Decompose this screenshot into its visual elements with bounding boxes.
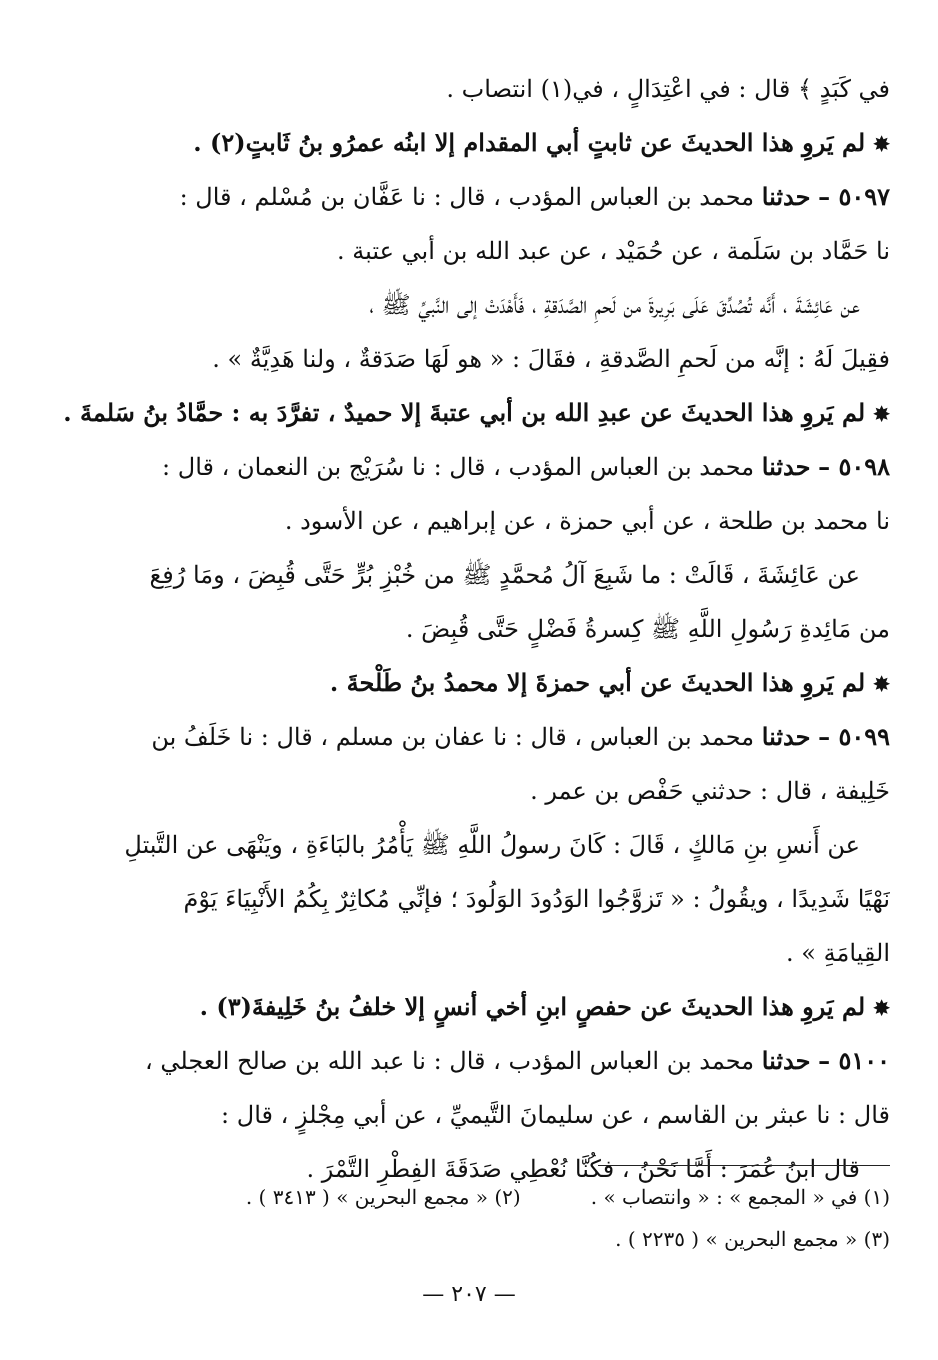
text-line: خَلِيفة ، قال : حدثني حَفْص بن عمر . (530, 777, 890, 805)
footnote-separator (598, 1165, 890, 1166)
text-line: نَهْيًا شَدِيدًا ، ويقُولُ : « تَزوَّجُوا الوَدُودَ الوَلُودَ ؛ فإنِّي مُكاثِرٌ بِكُمُ الأَنْبِيَاءَ يَوْمَ (183, 885, 890, 913)
text-line: قال ابنُ عُمَرَ : أَمَّا نَحْنُ ، فكُنَّا نُعْطِي صَدَقَةَ الفِطْرِ التَّمْرَ . (306, 1155, 860, 1183)
section-note (48, 386, 890, 440)
section-note-text: لم يَروِ هذا الحديثَ عن أبي حمزةَ إلا محمدُ بنُ طَلْحةَ . (329, 668, 866, 697)
hadith-chain-text: محمد بن العباس المؤدب ، قال : نا سُرَيْج بن النعمان ، قال : (162, 453, 755, 481)
text-line: من مَائِدةِ رَسُولِ اللَّهِ ﷺ كِسرةُ فَضْلٍ حَتَّى قُبِضَ . (405, 615, 890, 643)
text-line: قال : نا عبثر بن القاسم ، عن سليمانَ التَّيميِّ ، عن أبي مِجْلزٍ ، قال : (221, 1101, 890, 1129)
text-line: فقِيلَ لَهُ : إنَّه من لَحمِ الصَّدقةِ ، فقَالَ : « هو لَهَا صَدَقةٌ ، ولنا هَدِيَّةٌ » . (212, 345, 890, 373)
footnotes (48, 1176, 890, 1260)
hadith-lead-word: حدثنا (761, 182, 811, 211)
footnote-1: (١) في « المجمع » : « وانتصاب » . (590, 1185, 890, 1209)
hadith-lead-word: حدثنا (761, 722, 811, 751)
hadith-lead-word: حدثنا (761, 452, 811, 481)
hadith-number: ٥٠٩٩ – (818, 722, 890, 751)
hadith-number: ٥٠٩٨ – (818, 452, 890, 481)
footnote-3: (٣) « مجمع البحرين » ( ٢٢٣٥ ) . (615, 1227, 890, 1251)
section-note-text: لم يَروِ هذا الحديثَ عن حفصٍ ابنِ أخي أنسٍ إلا خلفُ بنُ خَلِيفةَ(٣) . (199, 992, 866, 1021)
hadith-opening-line (48, 170, 890, 224)
star-icon: ✸ (873, 402, 890, 426)
body-text (48, 62, 890, 1196)
footnote-row (48, 1218, 890, 1260)
text-line: القِيامَةِ » . (786, 939, 890, 967)
text-line: عن أَنسِ بنِ مَالكٍ ، قَالَ : كَانَ رسولُ اللَّهِ ﷺ يَأْمُرُ بالبَاءَةِ ، ويَنْهَى عن التَّبتلِ (124, 831, 860, 859)
hadith-chain-text: محمد بن العباس المؤدب ، قال : نا عَفَّان بن مُسْلم ، قال : (179, 183, 755, 211)
section-note-text: لم يَروِ هذا الحديثَ عن عبدِ الله بن أبي عتبةَ إلا حميدٌ ، تفرَّدَ به : حمَّادُ بنُ سَلمةَ . (63, 398, 866, 427)
star-icon: ✸ (873, 672, 890, 696)
footnote-2: (٢) « مجمع البحرين » ( ٣٤١٣ ) . (245, 1185, 521, 1209)
section-note (48, 656, 890, 710)
hadith-lead-word: حدثنا (761, 1046, 811, 1075)
section-note-text: لم يَروِ هذا الحديثَ عن ثابتٍ أبي المقدام إلا ابنُه عمرُو بنُ ثَابتٍ(٢) . (193, 128, 866, 157)
footnote-row (48, 1176, 890, 1218)
text-line: في كَبَدٍ ﴾ قال : في اعْتِدَالٍ ، في(١) انتصاب . (446, 75, 890, 103)
hadith-chain-text: محمد بن العباس ، قال : نا عفان بن مسلم ، قال : نا خَلَفُ بن (151, 723, 755, 751)
text-line: عن عَائِشَةَ ، قَالَتْ : ما شَبِعَ آلُ مُحمَّدٍ ﷺ من خُبْزِ بُرٍّ حَتَّى قُبِضَ ، ومَا رُفِعَ (149, 561, 860, 589)
hadith-chain-text: محمد بن العباس المؤدب ، قال : نا عبد الله بن صالح العجلي ، (145, 1047, 755, 1075)
star-icon: ✸ (873, 132, 890, 156)
hadith-number: ٥٠٩٧ – (818, 182, 890, 211)
hadith-opening-line (48, 440, 890, 494)
text-line: عن عَائِشَةَ ، أَنَّه تُصُدِّقَ عَلَى بَرِيرةَ من لَحمِ الصَّدَقةِ ، فَأَهْدَتْ إلى النَّبيِّ ﷺ ، (369, 291, 860, 319)
page-number: — ٢٠٧ — (422, 1282, 516, 1307)
hadith-opening-line (48, 710, 890, 764)
section-note (48, 980, 890, 1034)
text-line: نا محمد بن طلحة ، عن أبي حمزة ، عن إبراهيم ، عن الأسود . (284, 507, 890, 535)
section-note (48, 116, 890, 170)
hadith-number: ٥١٠٠ – (818, 1046, 890, 1075)
hadith-opening-line (48, 1034, 890, 1088)
star-icon: ✸ (873, 996, 890, 1020)
text-line: نا حَمَّاد بن سَلَمة ، عن حُمَيْد ، عن عبد الله بن أبي عتبة . (336, 237, 890, 265)
